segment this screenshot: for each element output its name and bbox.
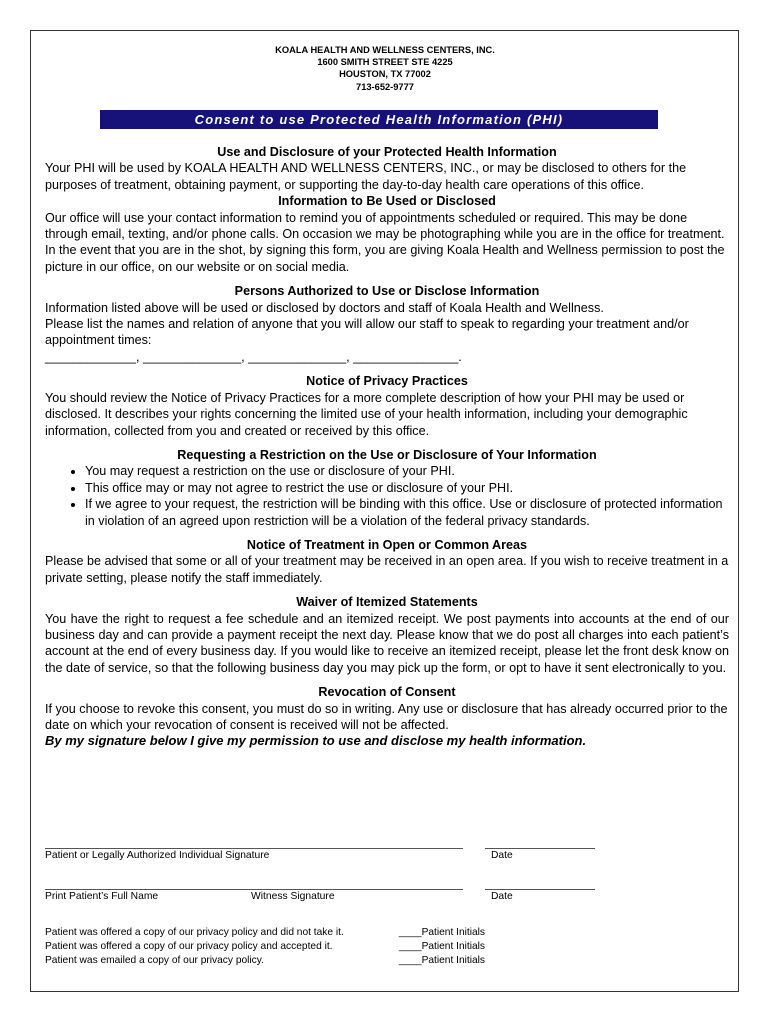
list-item xyxy=(45,940,485,954)
section-heading: Notice of Privacy Practices xyxy=(306,374,468,389)
patient-signature-line[interactable] xyxy=(45,848,463,849)
restriction-list xyxy=(45,463,729,529)
section-heading: Information to Be Used or Disclosed xyxy=(278,194,496,209)
date-label-1: Date xyxy=(491,850,513,861)
list-item: • If we agree to your request, the restriction will be binding with this office. Use or disclosure of protected information in violation of an agreed upon restriction will be a violation of the federal privacy standards. xyxy=(85,496,729,529)
address-line-1: 1600 SMITH STREET STE 4225 xyxy=(317,57,453,68)
section-revocation xyxy=(45,684,729,750)
list-item: • You may request a restriction on the use or disclosure of your PHI. xyxy=(85,463,729,479)
section-text: Please be advised that some or all of your treatment may be received in an open area. If you wish to receive treatment in a private setting, please notify the staff immediately. xyxy=(45,554,729,585)
consent-body xyxy=(45,144,729,750)
ack-text: Patient was offered a copy of our privacy policy and did not take it. xyxy=(45,927,344,938)
ack-text: Patient was emailed a copy of our privacy policy. xyxy=(45,955,264,966)
section-heading: Use and Disclosure of your Protected Health Information xyxy=(217,145,557,159)
print-name-line[interactable] xyxy=(45,889,463,890)
list-item xyxy=(45,954,485,968)
witness-signature-label: Witness Signature xyxy=(251,891,335,902)
section-privacy-notice xyxy=(45,373,729,439)
section-persons-authorized xyxy=(45,283,729,365)
section-waiver xyxy=(45,594,729,676)
section-text: Please list the names and relation of anyone that you will allow our staff to speak to regarding your treatment and/or appointment times: xyxy=(45,317,689,348)
authorized-names-blanks[interactable]: _____________, ______________, ______________, _______________. xyxy=(45,349,462,364)
section-text: Our office will use your contact information to remind you of appointments scheduled or required. This may be done through email, texting, and/or phone calls. On occasion we may be photographing while you are in the office for treatment. In the event that you are in the shot, by signing this form, you are giving Koala Health and Wellness permission to post the picture in our office, on our website or on social media. xyxy=(45,210,725,274)
org-name: KOALA HEALTH AND WELLNESS CENTERS, INC. xyxy=(275,45,495,55)
consent-statement: By my signature below I give my permission to use and disclose my health information. xyxy=(45,733,587,749)
initials-field[interactable]: ____Patient Initials xyxy=(398,927,485,938)
section-use-disclosure xyxy=(45,144,729,193)
print-name-label: Print Patient’s Full Name xyxy=(45,891,159,902)
section-heading: Revocation of Consent xyxy=(318,685,456,700)
list-item xyxy=(45,926,485,940)
section-text: You should review the Notice of Privacy Practices for a more complete description of how your PHI may be used or disclosed. It describes your rights concerning the limited use of your health information, including your demographic information, collected from you and created or received by this office. xyxy=(45,390,688,438)
title-banner: Consent to use Protected Health Information (PHI) xyxy=(100,110,658,129)
initials-field[interactable]: ____Patient Initials xyxy=(398,941,485,952)
date-line-1[interactable] xyxy=(485,848,595,849)
section-text: If you choose to revoke this consent, you must do so in writing. Any use or disclosure that has already occurred prior to the date on which your revocation of consent is received will not be affected. xyxy=(45,701,728,732)
patient-signature-label: Patient or Legally Authorized Individual Signature xyxy=(45,850,270,861)
section-restriction xyxy=(45,447,729,529)
section-treatment-areas xyxy=(45,537,729,586)
section-text: Your PHI will be used by KOALA HEALTH AND WELLNESS CENTERS, INC., or may be disclosed to others for the purposes of treatment, obtaining payment, or supporting the day-to-day health care operations of this office. xyxy=(45,161,687,192)
section-heading: Notice of Treatment in Open or Common Areas xyxy=(246,537,528,552)
date-line-2[interactable] xyxy=(485,889,595,890)
date-label-2: Date xyxy=(491,891,513,902)
section-text: Information listed above will be used or disclosed by doctors and staff of Koala Health and Wellness. xyxy=(45,300,604,315)
letterhead xyxy=(0,44,770,93)
section-heading: Waiver of Itemized Statements xyxy=(296,595,478,610)
initials-field[interactable]: ____Patient Initials xyxy=(398,955,485,966)
section-text: You have the right to request a fee schedule and an itemized receipt. We post payments into accounts at the end of our business day and can provide a payment receipt the next day. Please know that we do post all charges into each patient’s account at the end of every business day. If you would like to receive an itemized receipt, please let the front desk know on the date of service, so that the following business day you may pick up the form, or opt to have it sent electronically to you. xyxy=(45,611,729,675)
privacy-policy-acknowledgements xyxy=(45,926,485,968)
ack-text: Patient was offered a copy of our privacy policy and accepted it. xyxy=(45,941,333,952)
section-heading: Persons Authorized to Use or Disclose Information xyxy=(234,284,540,299)
section-heading: Requesting a Restriction on the Use or Disclosure of Your Information xyxy=(177,447,597,462)
section-information xyxy=(45,193,729,275)
list-item: • This office may or may not agree to restrict the use or disclosure of your PHI. xyxy=(85,480,729,496)
phone-number: 713-652-9777 xyxy=(356,81,414,92)
address-line-2: HOUSTON, TX 77002 xyxy=(339,69,431,80)
